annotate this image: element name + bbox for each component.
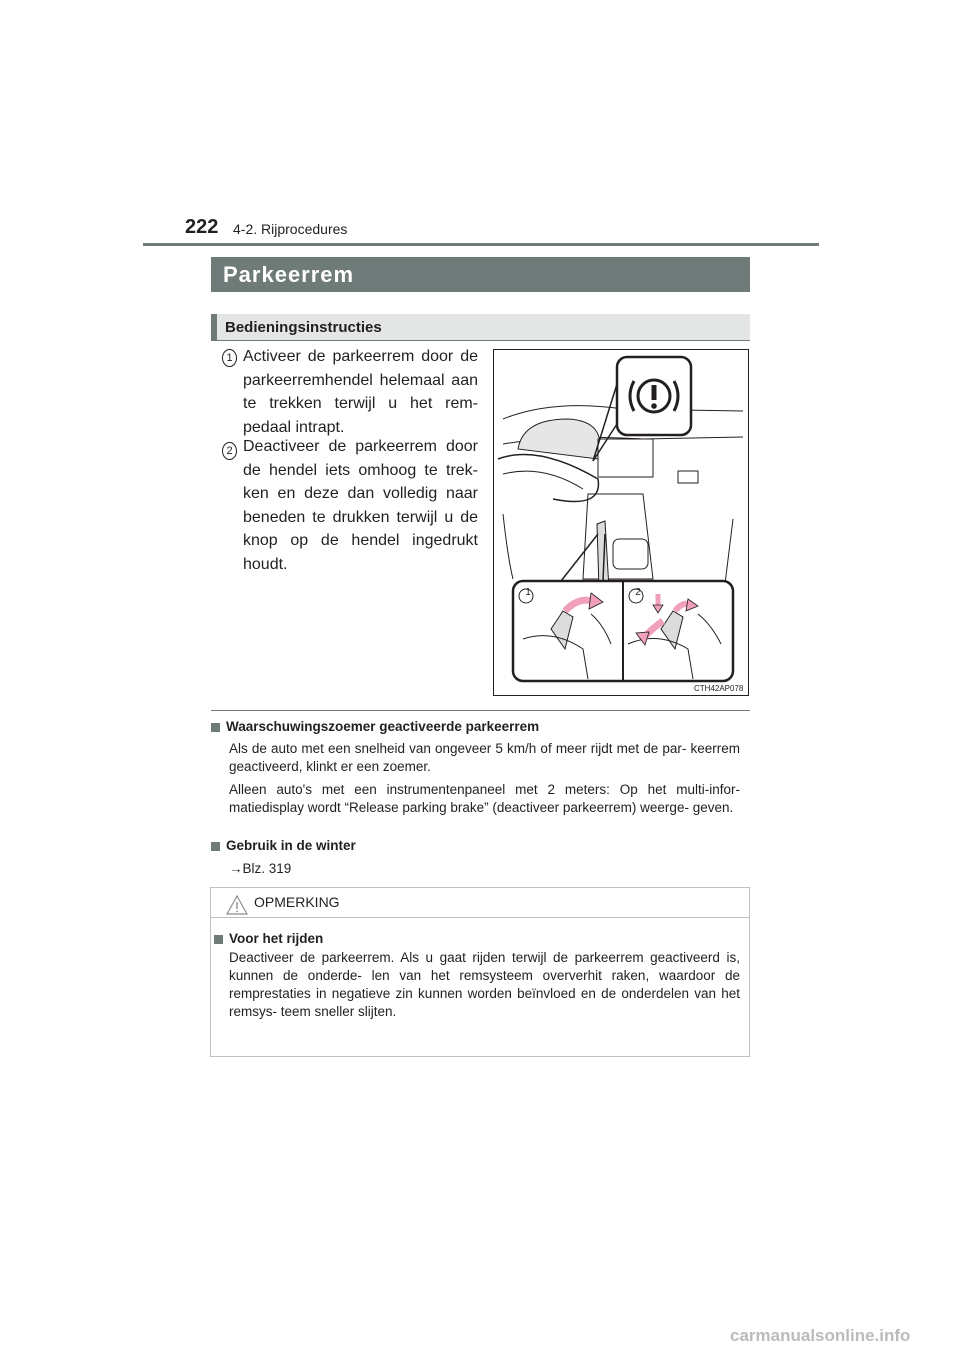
section-reference: 4-2. Rijprocedures xyxy=(233,221,348,237)
step-number: 2 xyxy=(222,442,237,460)
notice-divider xyxy=(211,917,749,918)
paragraph: Als de auto met een snelheid van ongeveer 5 km/h of meer rijdt met de par- keerrem geactiveerd, klinkt er een zoemer. xyxy=(229,741,740,774)
parking-brake-illustration xyxy=(493,349,749,696)
watermark: carmanualsonline.info xyxy=(730,1326,911,1345)
bullet-square xyxy=(214,935,223,944)
section-heading: Waarschuwingszoemer geactiveerde parkeerrem xyxy=(226,719,540,734)
section-rule xyxy=(211,710,750,711)
header-rule xyxy=(143,243,819,246)
illustration-code: CTH42AP078 xyxy=(694,684,744,693)
illustration-callout: 1 xyxy=(525,587,531,598)
subheading-stripe xyxy=(211,314,217,341)
paragraph: Alleen auto's met een instrumentenpaneel met 2 meters: Op het multi-infor- matiedisplay wordt “Release parking brake” (deactiveer parkeerrem) weerge- geven. xyxy=(229,782,740,815)
section-heading: Gebruik in de winter xyxy=(226,838,356,853)
page-title: Parkeerrem xyxy=(223,262,355,287)
subheading-bar xyxy=(211,314,750,341)
step-text: Deactiveer de parkeerrem door de hendel iets omhoog te trek- ken en deze dan volledig naar beneden te drukken terwijl u de knop op de hendel ingedrukt houdt. xyxy=(243,438,478,573)
subheading-rule xyxy=(211,340,750,341)
subheading: Bedieningsinstructies xyxy=(225,319,382,336)
illustration-callout: 2 xyxy=(635,587,641,598)
bullet-square xyxy=(211,723,220,732)
notice-title: OPMERKING xyxy=(254,894,340,910)
step-text: Activeer de parkeerrem door de parkeerremhendel helemaal aan te trekken terwijl u het rem- pedaal intrapt. xyxy=(243,348,478,436)
page-reference: →Blz. 319 xyxy=(229,861,292,876)
notice-text: Deactiveer de parkeerrem. Als u gaat rijden terwijl de parkeerrem geactiveerd is, kunnen de onderde- len van het remsysteem oververhit raken, waardoor de remprestaties in negatieve zin kunnen worden beïnvloed en de onderdelen van het remsys- teem sneller slijten. xyxy=(229,950,740,1019)
step-number: 1 xyxy=(222,349,237,367)
title-bar xyxy=(211,257,750,292)
bullet-square xyxy=(211,842,220,851)
warning-triangle-icon xyxy=(226,895,248,915)
notice-heading: Voor het rijden xyxy=(229,931,324,946)
page-number: 222 xyxy=(185,216,219,238)
